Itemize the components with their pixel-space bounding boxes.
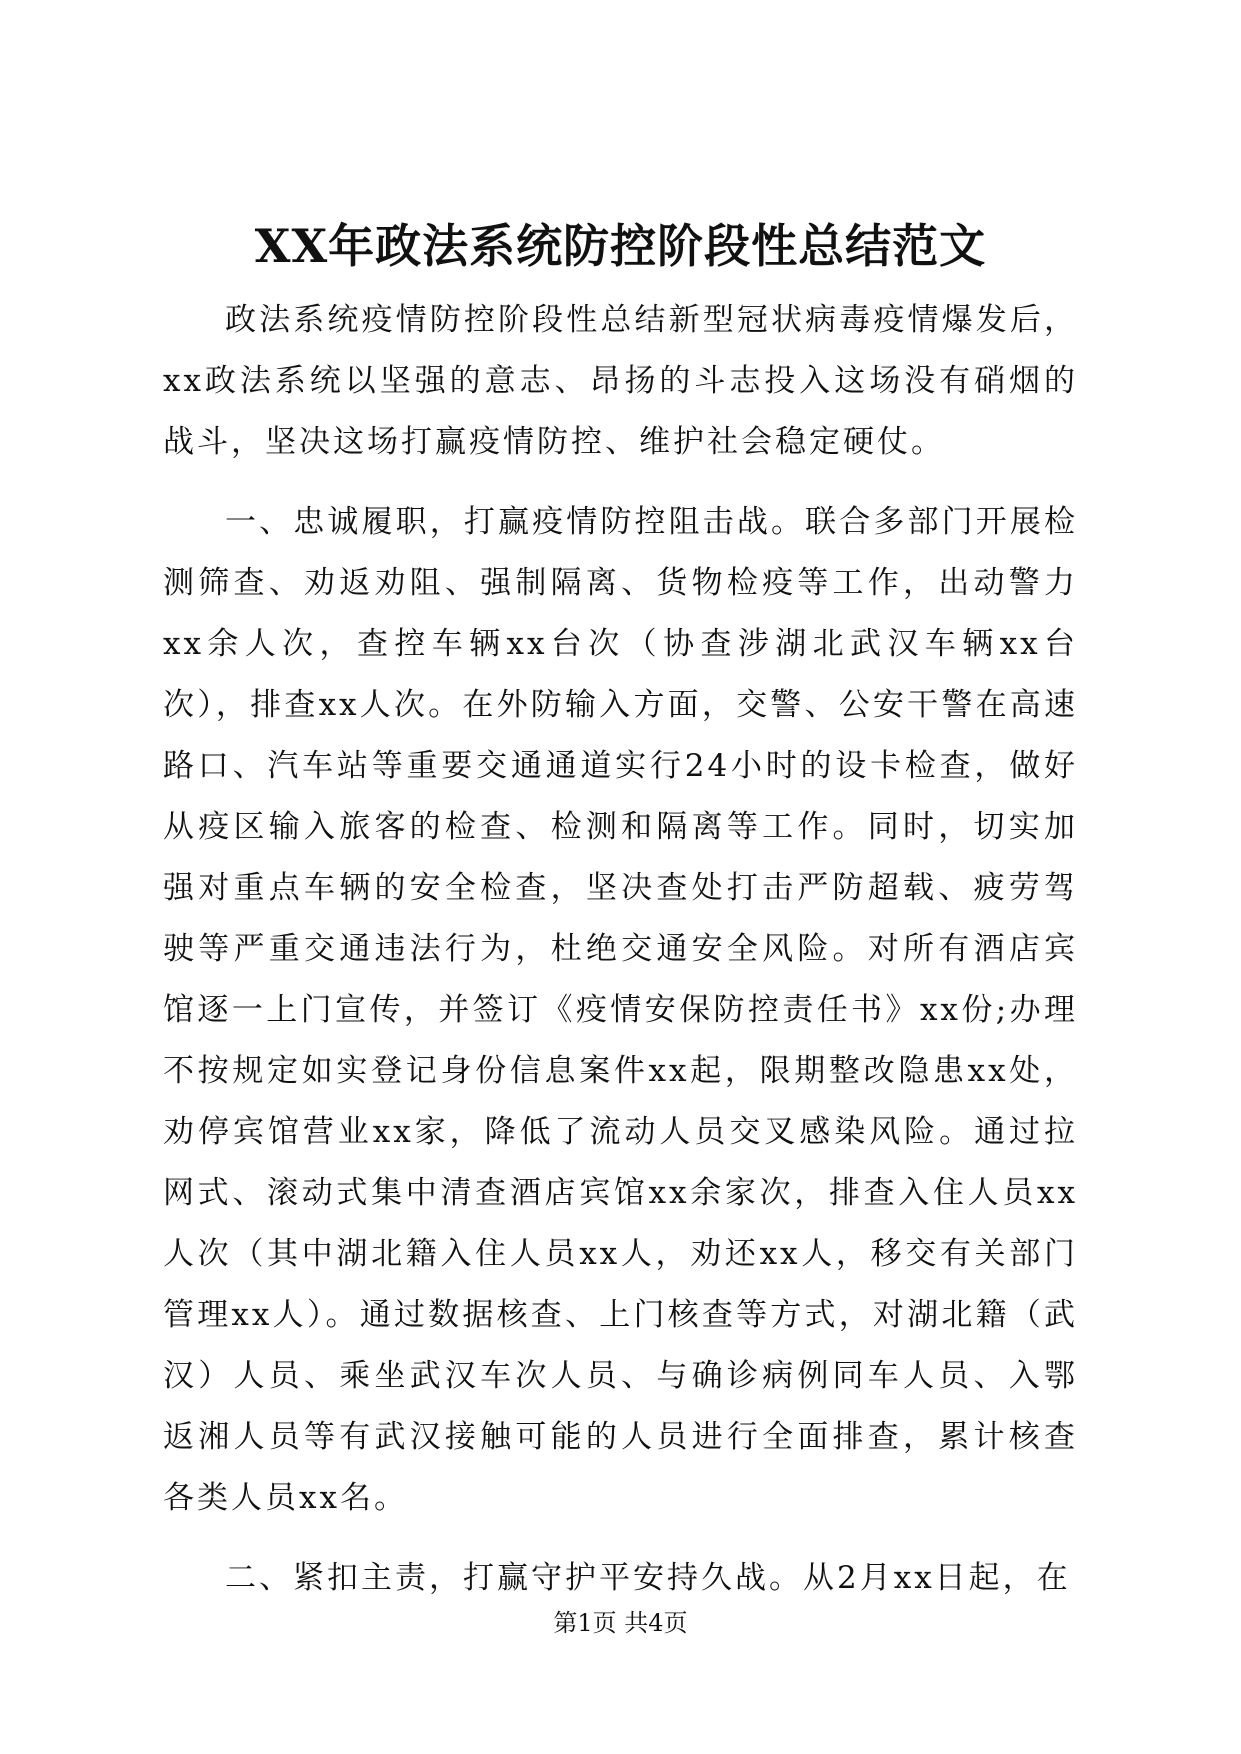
page-number-footer: 第1页 共4页 <box>553 1609 688 1637</box>
paragraph-intro: 政法系统疫情防控阶段性总结新型冠状病毒疫情爆发后，xx政法系统以坚强的意志、昂扬的斗志投入这场没有硝烟的战斗，坚决这场打赢疫情防控、维护社会稳定硬仗。 <box>163 302 1078 460</box>
paragraph-section-one: 一、忠诚履职，打赢疫情防控阻击战。联合多部门开展检测筛查、劝返劝阻、强制隔离、货物检疫等工作，出动警力xx余人次，查控车辆xx台次（协查涉湖北武汉车辆xx台次），排查xx人次。在外防输入方面，交警、公安干警在高速路口、汽车站等重要交通通道实行24小时的设卡检查，做好从疫区输入旅客的检查、检测和隔离等工作。同时，切实加强对重点车辆的安全检查，坚决查处打击严防超载、疲劳驾驶等严重交通违法行为，杜绝交通安全风险。对所有酒店宾馆逐一上门宣传，并签订《疫情安保防控责任书》xx份;办理不按规定如实登记身份信息案件xx起，限期整改隐患xx处，劝停宾馆营业xx家，降低了流动人员交叉感染风险。通过拉网式、滚动式集中清查酒店宾馆xx余家次，排查入住人员xx人次（其中湖北籍入住人员xx人，劝还xx人，移交有关部门管理xx人）。通过数据核查、上门核查等方式，对湖北籍（武汉）人员、乘坐武汉车次人员、与确诊病例同车人员、入鄂返湘人员等有武汉接触可能的人员进行全面排查，累计核查各类人员xx名。 <box>163 504 1078 1516</box>
document-title: XX年政法系统防控阶段性总结范文 <box>254 219 987 273</box>
paragraph-section-two: 二、紧扣主责，打赢守护平安持久战。从2月xx日起，在 <box>225 1560 1071 1596</box>
document-body <box>163 290 1078 1609</box>
